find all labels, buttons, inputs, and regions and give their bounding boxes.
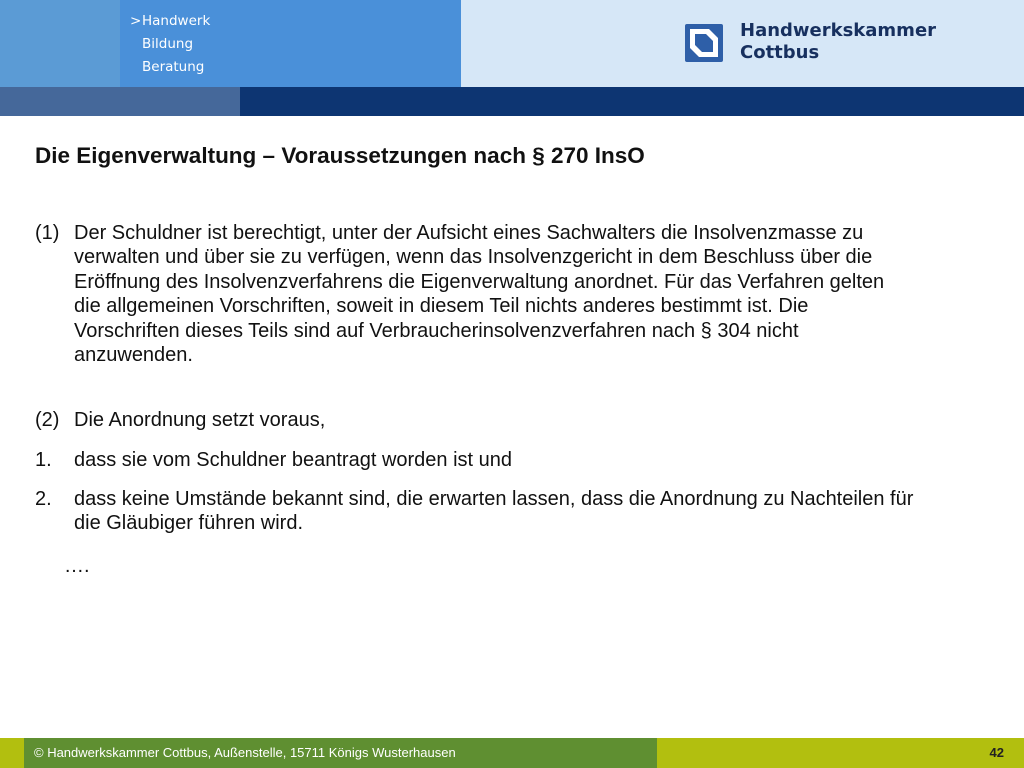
nav-item-handwerk: >Handwerk bbox=[130, 10, 210, 33]
header-nav bbox=[130, 10, 210, 79]
list-item-1 bbox=[35, 448, 915, 472]
list-number: 2. bbox=[35, 488, 52, 510]
list-text: dass keine Umstände bekannt sind, die erwarten lassen, dass die Anordnung zu Nachteilen für die Gläubiger führen wird. bbox=[74, 488, 914, 535]
footer-edge bbox=[0, 738, 24, 768]
org-logo-text: Handwerkskammer Cottbus bbox=[740, 20, 937, 63]
chevron-right-icon: > bbox=[130, 13, 142, 29]
list-number: 1. bbox=[35, 449, 52, 471]
paragraph-text: Die Anordnung setzt voraus, bbox=[74, 409, 326, 431]
hwk-logo-icon bbox=[685, 24, 723, 62]
list-item-2 bbox=[35, 487, 915, 536]
paragraph-2 bbox=[35, 408, 915, 432]
paragraph-number: (1) bbox=[35, 222, 60, 244]
list-text: dass sie vom Schuldner beantragt worden ist und bbox=[74, 449, 513, 471]
paragraph-text: Der Schuldner ist berechtigt, unter der Aufsicht eines Sachwalters die Insolvenzmasse zu verwalten und über sie zu verfügen, wenn das Insolvenzgericht in dem Beschluss über die Eröffnung des Insolvenzverfahrens die Eigenverwaltung anordnet. Für das Verfahren gelten die allgemeinen Vorschriften, soweit in diesem Teil nichts anderes bestimmt ist. Die Vorschriften dieses Teils sind auf Verbraucherinsolvenzverfahren nach § 304 nicht anzuwenden. bbox=[74, 222, 885, 367]
paragraph-number: (2) bbox=[35, 409, 60, 431]
nav-item-bildung: Bildung bbox=[142, 36, 194, 52]
header-left-block bbox=[0, 0, 120, 87]
nav-item-beratung: Beratung bbox=[142, 59, 205, 75]
footer-right-bar bbox=[657, 738, 1024, 768]
slide-title: Die Eigenverwaltung – Voraussetzungen nach § 270 InsO bbox=[35, 143, 645, 168]
continuation-ellipsis: …. bbox=[64, 555, 90, 577]
paragraph-1 bbox=[35, 221, 915, 367]
header-band-right bbox=[240, 87, 1024, 116]
footer-copyright: © Handwerkskammer Cottbus, Außenstelle, 15711 Königs Wusterhausen bbox=[34, 745, 456, 760]
page-number: 42 bbox=[989, 745, 1004, 760]
header-band-left bbox=[0, 87, 240, 116]
